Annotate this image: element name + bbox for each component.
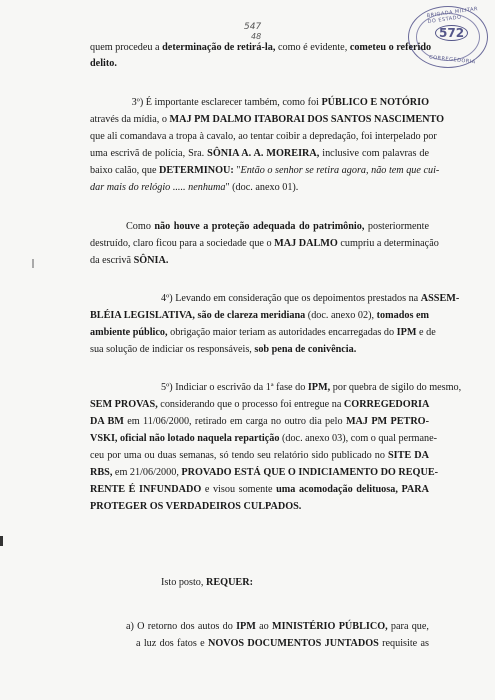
item-a-line-1: a) O retorno dos autos do IPM ao MINISTÉRIO PÚBLICO, para que, bbox=[126, 621, 429, 632]
p1-line-5: baixo calão, que DETERMINOU: "Então o senhor se retira agora, não tem que cui- bbox=[90, 165, 440, 176]
p4-line-6: RBS, em 21/06/2000, PROVADO ESTÁ QUE O INDICIAMENTO DO REQUE- bbox=[90, 467, 439, 478]
p3-line-1: 4º) Levando em consideração que os depoimentos prestados na ASSEM- bbox=[161, 293, 460, 304]
p3-line-4: sua solução de indiciar os responsáveis, sob pena de conivência. bbox=[90, 344, 357, 355]
handwritten-annotation: 48 bbox=[251, 32, 262, 41]
p2-line-1: Como não houve a proteção adequada do patrimônio, posteriormente bbox=[126, 221, 429, 232]
p1-line-3: que ali comandava a tropa à cavalo, ao tentar coibir a depredação, foi interpelado por bbox=[90, 131, 437, 142]
p4-line-8: PROTEGER OS VERDADEIROS CULPADOS. bbox=[90, 501, 302, 512]
item-a-line-2: a luz dos fatos e NOVOS DOCUMENTOS JUNTADOS requisite as bbox=[136, 638, 429, 649]
stamp-text-top: BRIGADA MILITAR DO ESTADO bbox=[426, 6, 479, 26]
p1-line-2: através da mídia, o MAJ PM DALMO ITABORAI DOS SANTOS NASCIMENTO bbox=[90, 114, 445, 125]
p4-line-3: DA BM em 11/06/2000, retirado em carga no outro dia pelo MAJ PM PETRO- bbox=[90, 416, 429, 427]
requer-line: Isto posto, REQUER: bbox=[161, 577, 253, 588]
scan-speck bbox=[32, 259, 34, 268]
p3-line-3: ambiente público, obrigação maior teriam as autoridades encarregadas do IPM e de bbox=[90, 327, 436, 338]
stamp-number: 572 bbox=[435, 25, 468, 41]
stamp-text-bottom: CORREGEDORIA bbox=[428, 54, 476, 66]
p2-line-3: da escrivã SÔNIA. bbox=[90, 255, 169, 266]
p1-line-6: dar mais do relógio ..... nenhuma" (doc. anexo 01). bbox=[90, 182, 299, 193]
p3-line-2: BLÉIA LEGISLATIVA, são de clareza meridiana (doc. anexo 02), tomados em bbox=[90, 310, 429, 321]
p4-line-7: RENTE É INFUNDADO e visou somente uma acomodação delituosa, PARA bbox=[90, 484, 429, 495]
p1-line-4: uma escrivã de polícia, Sra. SÔNIA A. A. MOREIRA, inclusive com palavras de bbox=[90, 148, 429, 159]
p2-line-2: destruído, claro ficou para a sociedade que o MAJ DALMO cumpriu a determinação bbox=[90, 238, 439, 249]
p4-line-1: 5º) Indiciar o escrivão da 1ª fase do IPM, por quebra de sigilo do mesmo, bbox=[161, 382, 462, 393]
p0-line-2: delito. bbox=[90, 58, 117, 69]
p4-line-4: VSKI, oficial não lotado naquela repartição (doc. anexo 03), com o qual permane- bbox=[90, 433, 437, 444]
p4-line-5: ceu por uma ou duas semanas, só tendo seu relatório sido publicado no SITE DA bbox=[90, 450, 429, 461]
scan-edge-mark bbox=[0, 536, 3, 546]
p0-line-1: quem procedeu a determinação de retirá-la, como é evidente, cometeu o referido bbox=[90, 42, 432, 53]
handwritten-page-number: 547 bbox=[244, 22, 262, 32]
p4-line-2: SEM PROVAS, considerando que o processo foi entregue na CORREGEDORIA bbox=[90, 399, 430, 410]
p1-line-1: 3º) É importante esclarecer também, como foi PÚBLICO E NOTÓRIO bbox=[131, 97, 429, 108]
official-stamp bbox=[408, 6, 488, 68]
